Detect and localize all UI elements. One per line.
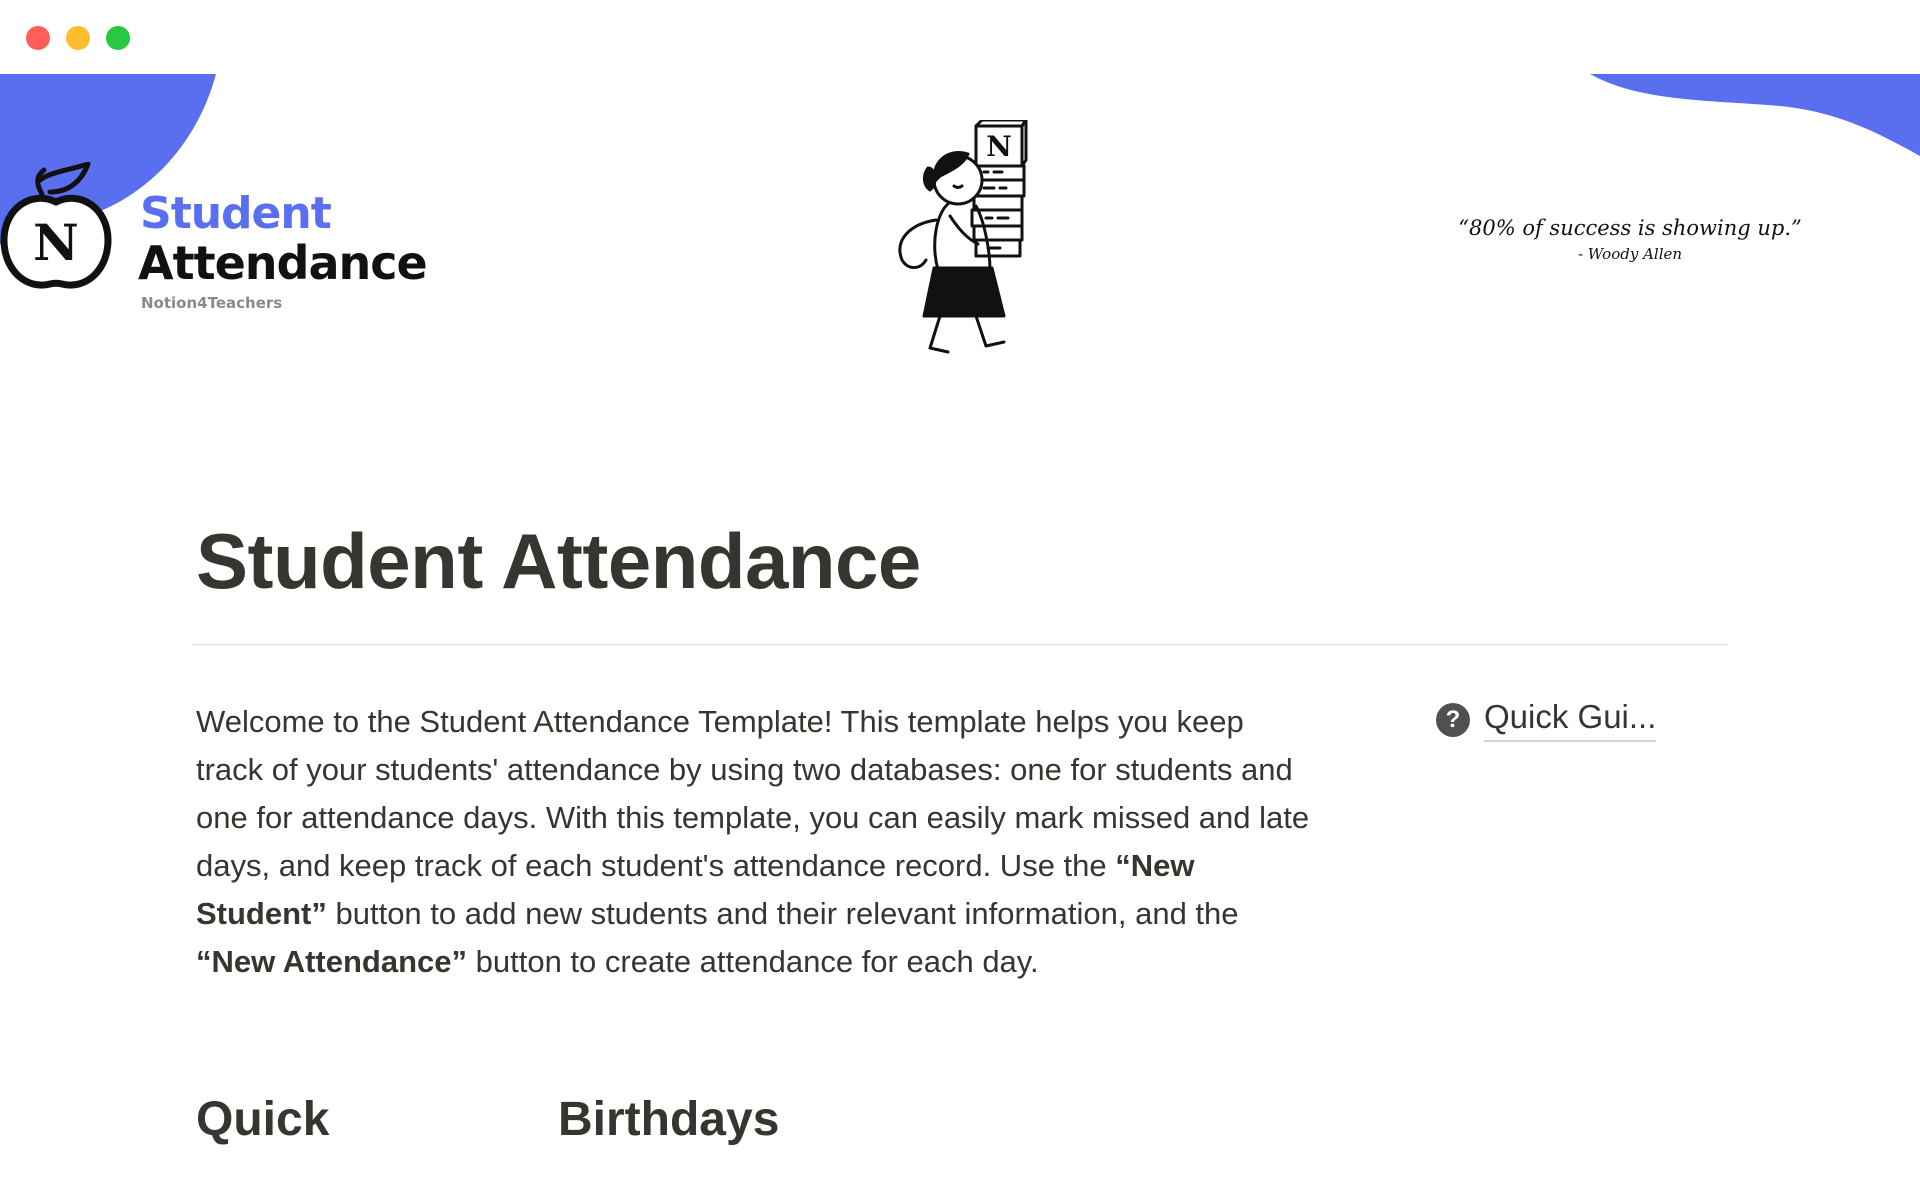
intro-new-student: “New Student” bbox=[196, 848, 1195, 931]
brand-title-student: Student bbox=[140, 188, 331, 239]
section-heading-birthdays[interactable]: Birthdays bbox=[558, 1093, 780, 1146]
intro-new-attendance: “New Attendance” bbox=[196, 944, 468, 979]
title-bar bbox=[0, 0, 1920, 74]
maximize-window-button[interactable] bbox=[106, 26, 130, 50]
quick-guide-link[interactable] bbox=[1436, 698, 1656, 742]
cover-quote bbox=[1440, 216, 1820, 263]
quote-author: - Woody Allen bbox=[1577, 245, 1683, 264]
minimize-window-button[interactable] bbox=[66, 26, 90, 50]
girl-carrying-books-illustration-icon bbox=[880, 120, 1040, 360]
cover-blob-right bbox=[1590, 74, 1920, 156]
close-window-button[interactable] bbox=[26, 26, 50, 50]
book-letter: N bbox=[986, 130, 1012, 163]
quick-guide-label: Quick Gui... bbox=[1484, 698, 1656, 742]
title-divider bbox=[192, 644, 1728, 645]
logo-letter: N bbox=[33, 213, 79, 272]
quote-text: “80% of success is showing up.” bbox=[1458, 216, 1802, 240]
apple-notion-logo-icon bbox=[0, 162, 112, 292]
section-heading-quick[interactable]: Quick bbox=[196, 1093, 330, 1146]
intro-text-part2: button to add new students and their relevant information, and the bbox=[326, 896, 1239, 931]
brand-title-attendance: Attendance bbox=[138, 236, 427, 290]
intro-paragraph[interactable] bbox=[196, 698, 1316, 986]
page-cover[interactable] bbox=[0, 74, 1920, 404]
brand-subtitle: Notion4Teachers bbox=[141, 294, 283, 312]
page-title[interactable]: Student Attendance bbox=[196, 517, 921, 605]
intro-text-part3: button to create attendance for each day. bbox=[467, 944, 1039, 979]
intro-text-part1: Welcome to the Student Attendance Template! This template helps you keep track of your students' attendance by using two databases: one for students and one for attendance days. With this template, you can easily mark missed and late days, and keep track of each student's attendance record. Use the bbox=[196, 704, 1310, 883]
question-circle-icon: ? bbox=[1436, 703, 1470, 737]
